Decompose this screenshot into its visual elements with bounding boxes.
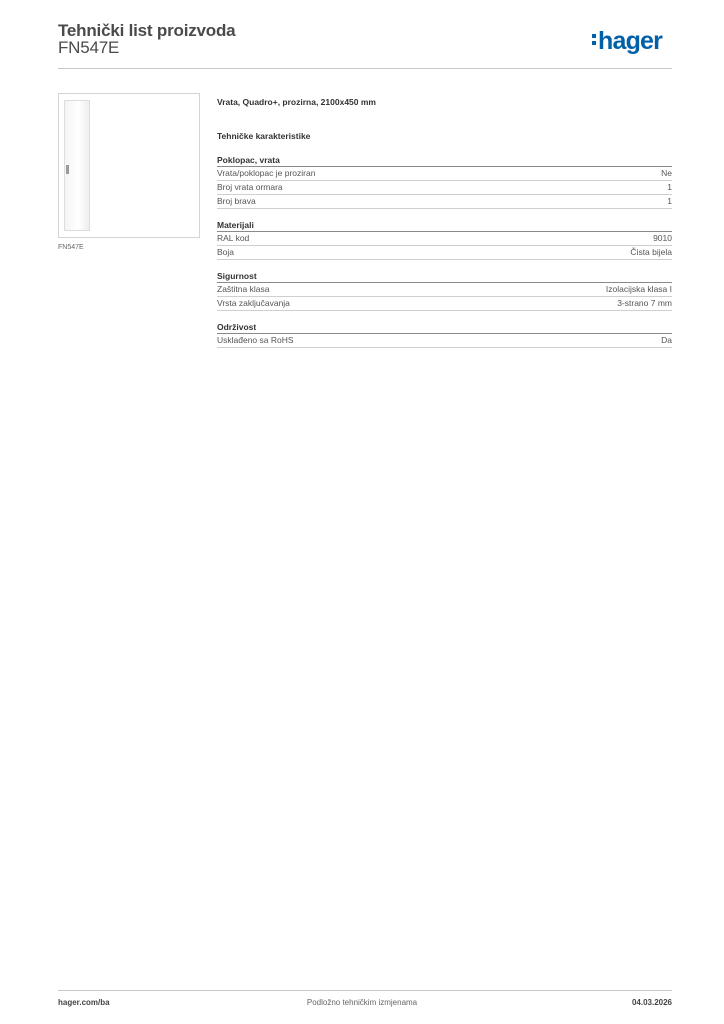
spec-value: 3-strano 7 mm xyxy=(617,298,672,308)
footer-website: hager.com/ba xyxy=(58,998,110,1007)
group-title: Održivost xyxy=(217,321,672,334)
product-description: Vrata, Quadro+, prozirna, 2100x450 mm xyxy=(217,97,376,107)
spec-heading: Tehničke karakteristike xyxy=(217,131,311,141)
spec-label: RAL kod xyxy=(217,233,250,243)
group-title: Sigurnost xyxy=(217,270,672,283)
product-image xyxy=(58,93,200,238)
hager-logo xyxy=(592,28,662,58)
spec-label: Vrsta zaključavanja xyxy=(217,298,290,308)
spec-value: Čista bijela xyxy=(630,247,672,257)
image-caption: FN547E xyxy=(58,244,84,251)
spec-row xyxy=(217,167,672,181)
spec-label: Zaštitna klasa xyxy=(217,284,270,294)
spec-row xyxy=(217,283,672,297)
spec-label: Broj brava xyxy=(217,196,256,206)
spec-label: Usklađeno sa RoHS xyxy=(217,335,294,345)
spec-group-safety xyxy=(217,270,672,311)
spec-group-sustainability xyxy=(217,321,672,348)
header-divider xyxy=(58,68,672,69)
spec-row xyxy=(217,297,672,311)
product-code: FN547E xyxy=(58,38,120,57)
spec-row xyxy=(217,246,672,260)
footer-date: 04.03.2026 xyxy=(631,998,672,1007)
page-title: Tehnički list proizvoda xyxy=(58,21,236,40)
spec-value: Izolacijska klasa I xyxy=(605,284,672,294)
spec-value: 1 xyxy=(667,196,672,206)
spec-row xyxy=(217,195,672,209)
door-panel-image xyxy=(64,100,90,231)
footer-notice: Podložno tehničkim izmjenama xyxy=(306,998,418,1007)
group-title: Poklopac, vrata xyxy=(217,154,672,167)
group-title: Materijali xyxy=(217,219,672,232)
spec-label: Boja xyxy=(217,247,235,257)
spec-label: Vrata/poklopac je proziran xyxy=(217,168,316,178)
spec-value: 9010 xyxy=(653,233,672,243)
spec-label: Broj vrata ormara xyxy=(217,182,283,192)
spec-row xyxy=(217,181,672,195)
spec-group-materials xyxy=(217,219,672,260)
spec-row xyxy=(217,232,672,246)
spec-group-cover-door xyxy=(217,154,672,209)
footer-divider xyxy=(58,990,672,991)
spec-value: 1 xyxy=(667,182,672,192)
spec-value: Ne xyxy=(661,168,672,178)
spec-value: Da xyxy=(661,335,672,345)
door-handle-icon xyxy=(66,165,69,174)
spec-row xyxy=(217,334,672,348)
logo-text: hager xyxy=(598,27,663,55)
specification-content xyxy=(217,96,672,348)
logo-mark-icon xyxy=(592,34,596,45)
